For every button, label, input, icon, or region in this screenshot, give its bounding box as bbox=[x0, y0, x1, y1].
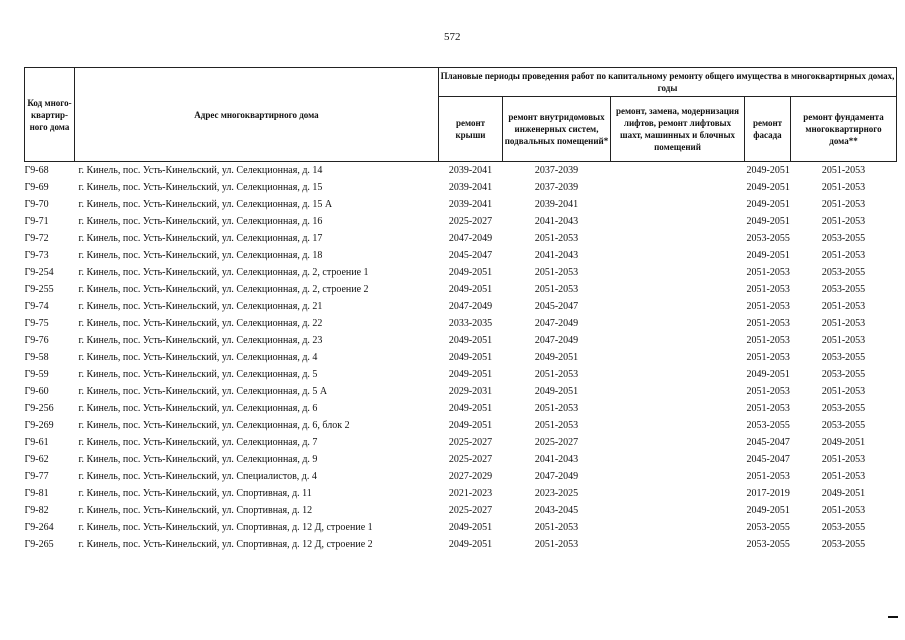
cell-facade: 2049-2051 bbox=[746, 505, 790, 516]
cell-code: Г9-58 bbox=[24, 352, 49, 363]
cell-lifts bbox=[611, 417, 745, 434]
cell-systems: 2051-2053 bbox=[534, 284, 579, 295]
cell-systems: 2041-2043 bbox=[534, 216, 579, 227]
table-row bbox=[25, 468, 897, 485]
page-number: 572 bbox=[444, 31, 461, 43]
cell-code: Г9-59 bbox=[24, 369, 49, 380]
cell-lifts bbox=[611, 281, 745, 298]
cell-roof: 2049-2051 bbox=[448, 539, 493, 550]
header-roof: ремонт крыши bbox=[439, 97, 503, 162]
cell-roof: 2029-2031 bbox=[448, 386, 493, 397]
cell-roof: 2049-2051 bbox=[448, 267, 493, 278]
table-row bbox=[25, 366, 897, 383]
cell-lifts bbox=[611, 519, 745, 536]
cell-address: г. Кинель, пос. Усть-Кинельский, ул. Селекционная, д. 6, блок 2 bbox=[78, 420, 350, 431]
table-row bbox=[25, 179, 897, 196]
header-group: Плановые периоды проведения работ по капитальному ремонту общего имущества в многоквартирных домах, годы bbox=[439, 68, 897, 97]
cell-facade: 2049-2051 bbox=[746, 165, 790, 176]
table-row bbox=[25, 485, 897, 502]
cell-roof: 2049-2051 bbox=[448, 369, 493, 380]
cell-facade: 2053-2055 bbox=[746, 420, 790, 431]
cell-roof: 2025-2027 bbox=[448, 505, 493, 516]
cell-facade: 2017-2019 bbox=[746, 488, 790, 499]
table-row bbox=[25, 349, 897, 366]
cell-lifts bbox=[611, 383, 745, 400]
cell-systems: 2049-2051 bbox=[534, 386, 579, 397]
cell-facade: 2053-2055 bbox=[746, 539, 790, 550]
cell-lifts bbox=[611, 349, 745, 366]
cell-systems: 2041-2043 bbox=[534, 454, 579, 465]
cell-code: Г9-69 bbox=[24, 182, 49, 193]
cell-systems: 2051-2053 bbox=[534, 267, 579, 278]
cell-lifts bbox=[611, 468, 745, 485]
cell-code: Г9-71 bbox=[24, 216, 49, 227]
header-systems: ремонт внутридомовых инженерных систем, подвальных помещений* bbox=[503, 97, 611, 162]
cell-code: Г9-76 bbox=[24, 335, 49, 346]
cell-lifts bbox=[611, 400, 745, 417]
table-row bbox=[25, 162, 897, 180]
cell-address: г. Кинель, пос. Усть-Кинельский, ул. Селекционная, д. 17 bbox=[78, 233, 323, 244]
cell-systems: 2023-2025 bbox=[534, 488, 579, 499]
cell-foundation: 2053-2055 bbox=[821, 539, 866, 550]
cell-lifts bbox=[611, 230, 745, 247]
cell-address: г. Кинель, пос. Усть-Кинельский, ул. Спортивная, д. 12 Д, строение 1 bbox=[78, 522, 373, 533]
cell-roof: 2039-2041 bbox=[448, 182, 493, 193]
cell-systems: 2025-2027 bbox=[534, 437, 579, 448]
cell-facade: 2051-2053 bbox=[746, 301, 790, 312]
cell-facade: 2053-2055 bbox=[746, 522, 790, 533]
cell-lifts bbox=[611, 434, 745, 451]
cell-systems: 2051-2053 bbox=[534, 369, 579, 380]
table-row bbox=[25, 434, 897, 451]
cell-code: Г9-62 bbox=[24, 454, 49, 465]
cell-lifts bbox=[611, 247, 745, 264]
cell-facade: 2045-2047 bbox=[746, 454, 790, 465]
cell-code: Г9-82 bbox=[24, 505, 49, 516]
cell-facade: 2051-2053 bbox=[746, 403, 790, 414]
table-row bbox=[25, 281, 897, 298]
cell-address: г. Кинель, пос. Усть-Кинельский, ул. Селекционная, д. 7 bbox=[78, 437, 318, 448]
cell-roof: 2049-2051 bbox=[448, 284, 493, 295]
cell-lifts bbox=[611, 536, 745, 553]
cell-lifts bbox=[611, 315, 745, 332]
header-facade: ремонт фасада bbox=[745, 97, 791, 162]
cell-address: г. Кинель, пос. Усть-Кинельский, ул. Селекционная, д. 22 bbox=[78, 318, 323, 329]
cell-lifts bbox=[611, 298, 745, 315]
cell-foundation: 2053-2055 bbox=[821, 233, 866, 244]
cell-foundation: 2051-2053 bbox=[821, 471, 866, 482]
cell-code: Г9-264 bbox=[24, 522, 54, 533]
cell-code: Г9-70 bbox=[24, 199, 49, 210]
table-row bbox=[25, 247, 897, 264]
cell-facade: 2049-2051 bbox=[746, 250, 790, 261]
table-row bbox=[25, 519, 897, 536]
cell-facade: 2051-2053 bbox=[746, 386, 790, 397]
cell-systems: 2047-2049 bbox=[534, 318, 579, 329]
cell-address: г. Кинель, пос. Усть-Кинельский, ул. Селекционная, д. 18 bbox=[78, 250, 323, 261]
cell-address: г. Кинель, пос. Усть-Кинельский, ул. Спортивная, д. 11 bbox=[78, 488, 312, 499]
table-header bbox=[25, 68, 897, 162]
cell-roof: 2047-2049 bbox=[448, 301, 493, 312]
cell-address: г. Кинель, пос. Усть-Кинельский, ул. Селекционная, д. 5 bbox=[78, 369, 318, 380]
cell-address: г. Кинель, пос. Усть-Кинельский, ул. Селекционная, д. 6 bbox=[78, 403, 318, 414]
cell-roof: 2033-2035 bbox=[448, 318, 493, 329]
cell-address: г. Кинель, пос. Усть-Кинельский, ул. Селекционная, д. 9 bbox=[78, 454, 318, 465]
cell-code: Г9-72 bbox=[24, 233, 49, 244]
cell-code: Г9-60 bbox=[24, 386, 49, 397]
cell-lifts bbox=[611, 213, 745, 230]
cell-foundation: 2053-2055 bbox=[821, 420, 866, 431]
cell-facade: 2051-2053 bbox=[746, 335, 790, 346]
cell-foundation: 2049-2051 bbox=[821, 488, 866, 499]
table-row bbox=[25, 383, 897, 400]
table-row bbox=[25, 400, 897, 417]
cell-code: Г9-255 bbox=[24, 284, 54, 295]
table-body bbox=[25, 162, 897, 554]
cell-code: Г9-256 bbox=[24, 403, 54, 414]
table-row bbox=[25, 417, 897, 434]
cell-address: г. Кинель, пос. Усть-Кинельский, ул. Селекционная, д. 15 А bbox=[78, 199, 333, 210]
corner-mark bbox=[888, 616, 898, 618]
table-row bbox=[25, 264, 897, 281]
cell-roof: 2039-2041 bbox=[448, 165, 493, 176]
cell-lifts bbox=[611, 264, 745, 281]
table-row bbox=[25, 451, 897, 468]
header-foundation: ремонт фундамента многоквартирного дома** bbox=[791, 97, 897, 162]
cell-foundation: 2051-2053 bbox=[821, 199, 866, 210]
cell-foundation: 2051-2053 bbox=[821, 301, 866, 312]
table-row bbox=[25, 230, 897, 247]
table-row bbox=[25, 332, 897, 349]
table-row bbox=[25, 536, 897, 553]
cell-foundation: 2051-2053 bbox=[821, 386, 866, 397]
cell-roof: 2049-2051 bbox=[448, 352, 493, 363]
cell-roof: 2025-2027 bbox=[448, 216, 493, 227]
cell-foundation: 2051-2053 bbox=[821, 182, 866, 193]
cell-systems: 2041-2043 bbox=[534, 250, 579, 261]
cell-systems: 2051-2053 bbox=[534, 403, 579, 414]
cell-facade: 2051-2053 bbox=[746, 267, 790, 278]
header-lifts: ремонт, замена, модернизация лифтов, ремонт лифтовых шахт, машинных и блочных помещений bbox=[611, 97, 745, 162]
cell-facade: 2049-2051 bbox=[746, 369, 790, 380]
cell-foundation: 2051-2053 bbox=[821, 250, 866, 261]
cell-foundation: 2051-2053 bbox=[821, 505, 866, 516]
cell-lifts bbox=[611, 179, 745, 196]
cell-lifts bbox=[611, 502, 745, 519]
cell-systems: 2049-2051 bbox=[534, 352, 579, 363]
cell-address: г. Кинель, пос. Усть-Кинельский, ул. Селекционная, д. 15 bbox=[78, 182, 323, 193]
cell-systems: 2037-2039 bbox=[534, 165, 579, 176]
cell-code: Г9-77 bbox=[24, 471, 49, 482]
table-row bbox=[25, 315, 897, 332]
cell-lifts bbox=[611, 485, 745, 502]
cell-code: Г9-74 bbox=[24, 301, 49, 312]
cell-lifts bbox=[611, 332, 745, 349]
cell-foundation: 2053-2055 bbox=[821, 403, 866, 414]
cell-foundation: 2053-2055 bbox=[821, 352, 866, 363]
cell-facade: 2049-2051 bbox=[746, 182, 790, 193]
cell-foundation: 2051-2053 bbox=[821, 335, 866, 346]
cell-foundation: 2053-2055 bbox=[821, 369, 866, 380]
cell-address: г. Кинель, пос. Усть-Кинельский, ул. Селекционная, д. 16 bbox=[78, 216, 323, 227]
cell-systems: 2039-2041 bbox=[534, 199, 579, 210]
cell-roof: 2039-2041 bbox=[448, 199, 493, 210]
cell-address: г. Кинель, пос. Усть-Кинельский, ул. Селекционная, д. 5 А bbox=[78, 386, 328, 397]
cell-roof: 2049-2051 bbox=[448, 420, 493, 431]
repair-schedule-table bbox=[24, 67, 897, 553]
cell-systems: 2051-2053 bbox=[534, 522, 579, 533]
cell-code: Г9-73 bbox=[24, 250, 49, 261]
cell-systems: 2051-2053 bbox=[534, 233, 579, 244]
cell-code: Г9-61 bbox=[24, 437, 49, 448]
cell-address: г. Кинель, пос. Усть-Кинельский, ул. Селекционная, д. 23 bbox=[78, 335, 323, 346]
cell-lifts bbox=[611, 451, 745, 468]
cell-facade: 2051-2053 bbox=[746, 471, 790, 482]
cell-roof: 2025-2027 bbox=[448, 437, 493, 448]
cell-address: г. Кинель, пос. Усть-Кинельский, ул. Селекционная, д. 2, строение 2 bbox=[78, 284, 369, 295]
cell-roof: 2021-2023 bbox=[448, 488, 493, 499]
cell-address: г. Кинель, пос. Усть-Кинельский, ул. Спортивная, д. 12 bbox=[78, 505, 313, 516]
cell-foundation: 2053-2055 bbox=[821, 267, 866, 278]
cell-code: Г9-254 bbox=[24, 267, 54, 278]
cell-lifts bbox=[611, 366, 745, 383]
cell-roof: 2049-2051 bbox=[448, 522, 493, 533]
cell-roof: 2049-2051 bbox=[448, 335, 493, 346]
cell-code: Г9-269 bbox=[24, 420, 54, 431]
cell-facade: 2049-2051 bbox=[746, 216, 790, 227]
cell-roof: 2027-2029 bbox=[448, 471, 493, 482]
cell-facade: 2049-2051 bbox=[746, 199, 790, 210]
cell-roof: 2049-2051 bbox=[448, 403, 493, 414]
cell-foundation: 2053-2055 bbox=[821, 284, 866, 295]
cell-address: г. Кинель, пос. Усть-Кинельский, ул. Специалистов, д. 4 bbox=[78, 471, 317, 482]
cell-foundation: 2049-2051 bbox=[821, 437, 866, 448]
cell-systems: 2043-2045 bbox=[534, 505, 579, 516]
table-row bbox=[25, 298, 897, 315]
cell-facade: 2045-2047 bbox=[746, 437, 790, 448]
cell-code: Г9-75 bbox=[24, 318, 49, 329]
table-row bbox=[25, 213, 897, 230]
table-row bbox=[25, 502, 897, 519]
cell-systems: 2051-2053 bbox=[534, 420, 579, 431]
cell-address: г. Кинель, пос. Усть-Кинельский, ул. Селекционная, д. 14 bbox=[78, 165, 323, 176]
table-row bbox=[25, 196, 897, 213]
cell-address: г. Кинель, пос. Усть-Кинельский, ул. Селекционная, д. 4 bbox=[78, 352, 318, 363]
cell-systems: 2045-2047 bbox=[534, 301, 579, 312]
cell-facade: 2051-2053 bbox=[746, 352, 790, 363]
cell-facade: 2051-2053 bbox=[746, 318, 790, 329]
cell-roof: 2047-2049 bbox=[448, 233, 493, 244]
cell-systems: 2051-2053 bbox=[534, 539, 579, 550]
cell-foundation: 2053-2055 bbox=[821, 522, 866, 533]
cell-code: Г9-81 bbox=[24, 488, 49, 499]
cell-code: Г9-68 bbox=[24, 165, 49, 176]
cell-roof: 2025-2027 bbox=[448, 454, 493, 465]
cell-address: г. Кинель, пос. Усть-Кинельский, ул. Селекционная, д. 21 bbox=[78, 301, 323, 312]
cell-foundation: 2051-2053 bbox=[821, 216, 866, 227]
cell-code: Г9-265 bbox=[24, 539, 54, 550]
cell-facade: 2051-2053 bbox=[746, 284, 790, 295]
header-code: Код много-квартир-ного дома bbox=[25, 68, 75, 162]
cell-systems: 2047-2049 bbox=[534, 335, 579, 346]
cell-foundation: 2051-2053 bbox=[821, 454, 866, 465]
cell-address: г. Кинель, пос. Усть-Кинельский, ул. Спортивная, д. 12 Д, строение 2 bbox=[78, 539, 373, 550]
cell-roof: 2045-2047 bbox=[448, 250, 493, 261]
cell-systems: 2047-2049 bbox=[534, 471, 579, 482]
cell-lifts bbox=[611, 162, 745, 180]
header-address: Адрес многоквартирного дома bbox=[75, 68, 439, 162]
cell-facade: 2053-2055 bbox=[746, 233, 790, 244]
cell-foundation: 2051-2053 bbox=[821, 165, 866, 176]
cell-lifts bbox=[611, 196, 745, 213]
cell-foundation: 2051-2053 bbox=[821, 318, 866, 329]
cell-systems: 2037-2039 bbox=[534, 182, 579, 193]
cell-address: г. Кинель, пос. Усть-Кинельский, ул. Селекционная, д. 2, строение 1 bbox=[78, 267, 369, 278]
